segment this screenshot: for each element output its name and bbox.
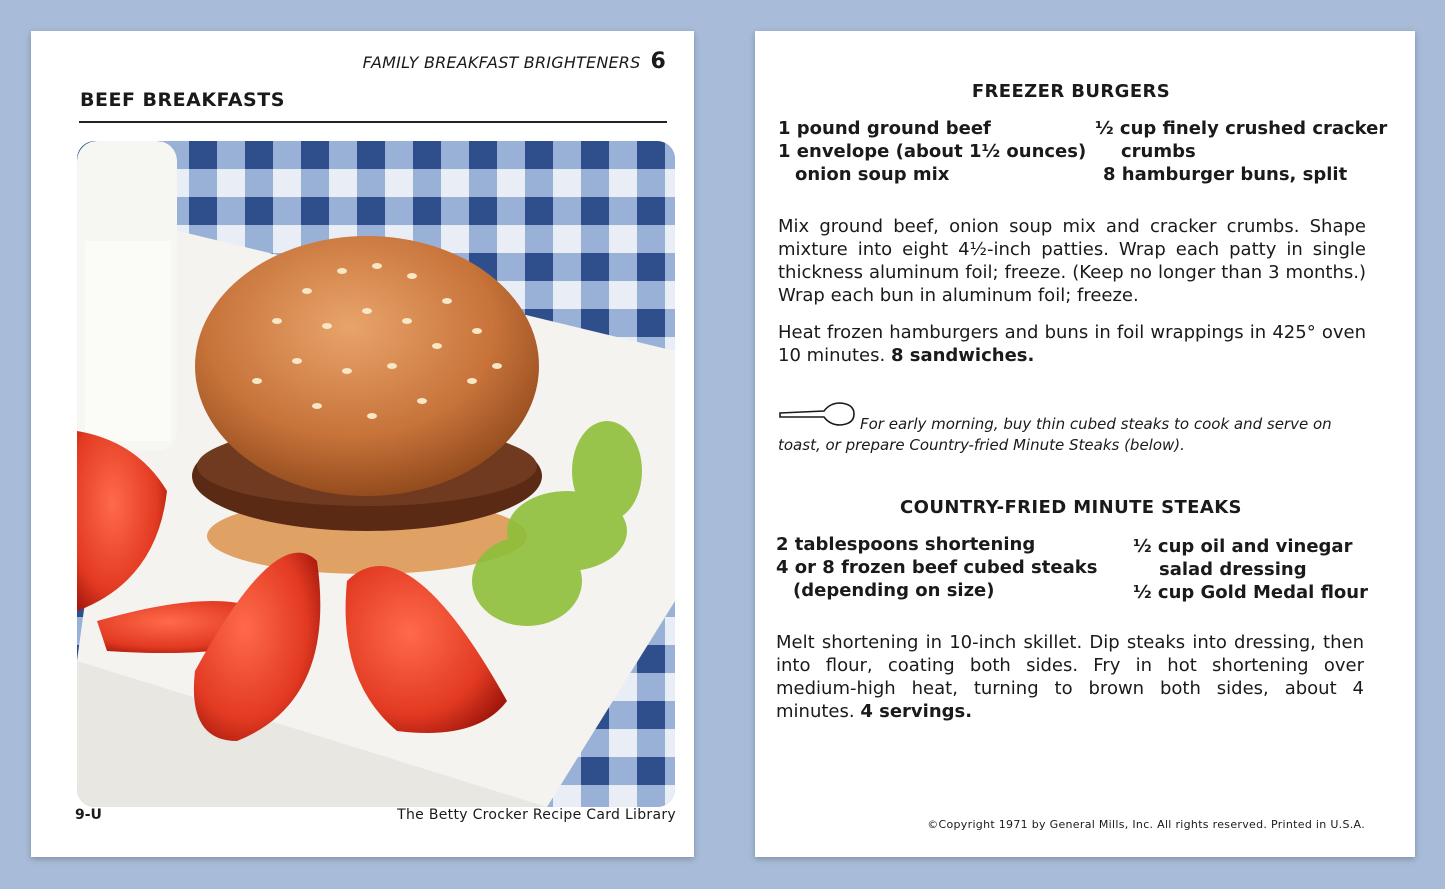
recipe1-directions: Mix ground beef, onion soup mix and cracker crumbs. Shape mixture into eight 4½-inch patties. Wrap each patty in single thickness aluminum foil; freeze. (Keep no longer than 3 months.) Wrap each bun in aluminum foil; freeze. — [778, 216, 1366, 306]
recipe2-ingredients-left — [776, 533, 1097, 602]
recipe1-ingredients-left — [778, 117, 1086, 186]
tip-text: For early morning, buy thin cubed steaks to cook and serve on toast, or prepare Country-fried Minute Steaks (below). — [778, 415, 1332, 454]
recipe1-directions-2 — [778, 321, 1366, 367]
ingredient: ½ cup Gold Medal flour — [1133, 582, 1368, 603]
recipe1-yield: 8 sandwiches. — [890, 345, 1035, 366]
copyright-notice: ©Copyright 1971 by General Mills, Inc. All rights reserved. Printed in U.S.A. — [927, 818, 1365, 831]
heading-rule — [79, 121, 667, 123]
ingredient: ½ cup finely crushed cracker — [1095, 118, 1388, 139]
category-heading: BEEF BREAKFASTS — [80, 89, 285, 111]
ingredient: ½ cup oil and vinegar — [1133, 536, 1353, 557]
ingredient: 1 envelope (about 1½ ounces) — [778, 141, 1087, 162]
ingredient: onion soup mix — [795, 164, 950, 185]
ingredient: 4 or 8 frozen beef cubed steaks — [776, 557, 1098, 578]
burger-photo — [77, 141, 675, 807]
front-card — [31, 31, 694, 857]
series-title — [363, 49, 666, 74]
series-number: 6 — [650, 49, 666, 74]
ingredient: crumbs — [1121, 141, 1196, 162]
recipe1-ingredients-right — [1095, 117, 1387, 186]
ingredient: salad dressing — [1159, 559, 1307, 580]
recipe1-directions-text: Heat frozen hamburgers and buns in foil wrappings in 425° oven 10 minutes. — [778, 322, 1366, 366]
recipe2-directions — [776, 631, 1364, 723]
recipe2-ingredients-right — [1133, 535, 1368, 604]
recipe1-title: FREEZER BURGERS — [971, 81, 1171, 102]
card-code: 9-U — [75, 807, 102, 823]
series-title-text: FAMILY BREAKFAST BRIGHTENERS — [362, 53, 641, 72]
recipe2-title: COUNTRY-FRIED MINUTE STEAKS — [900, 497, 1242, 518]
library-credit: The Betty Crocker Recipe Card Library — [397, 807, 676, 823]
burger-photo-illustration — [77, 141, 675, 807]
recipe2-yield: 4 servings. — [860, 701, 973, 722]
ingredient: (depending on size) — [793, 580, 995, 601]
ingredient: 8 hamburger buns, split — [1103, 164, 1348, 185]
ingredient: 1 pound ground beef — [778, 118, 991, 139]
back-card — [755, 31, 1415, 857]
recipe2-directions-text: Melt shortening in 10-inch skillet. Dip steaks into dressing, then into flour, coating both sides. Fry in hot shortening over medium-high heat, turning to brown both sides, about 4 minutes. — [776, 632, 1364, 722]
ingredient: 2 tablespoons shortening — [776, 534, 1036, 555]
